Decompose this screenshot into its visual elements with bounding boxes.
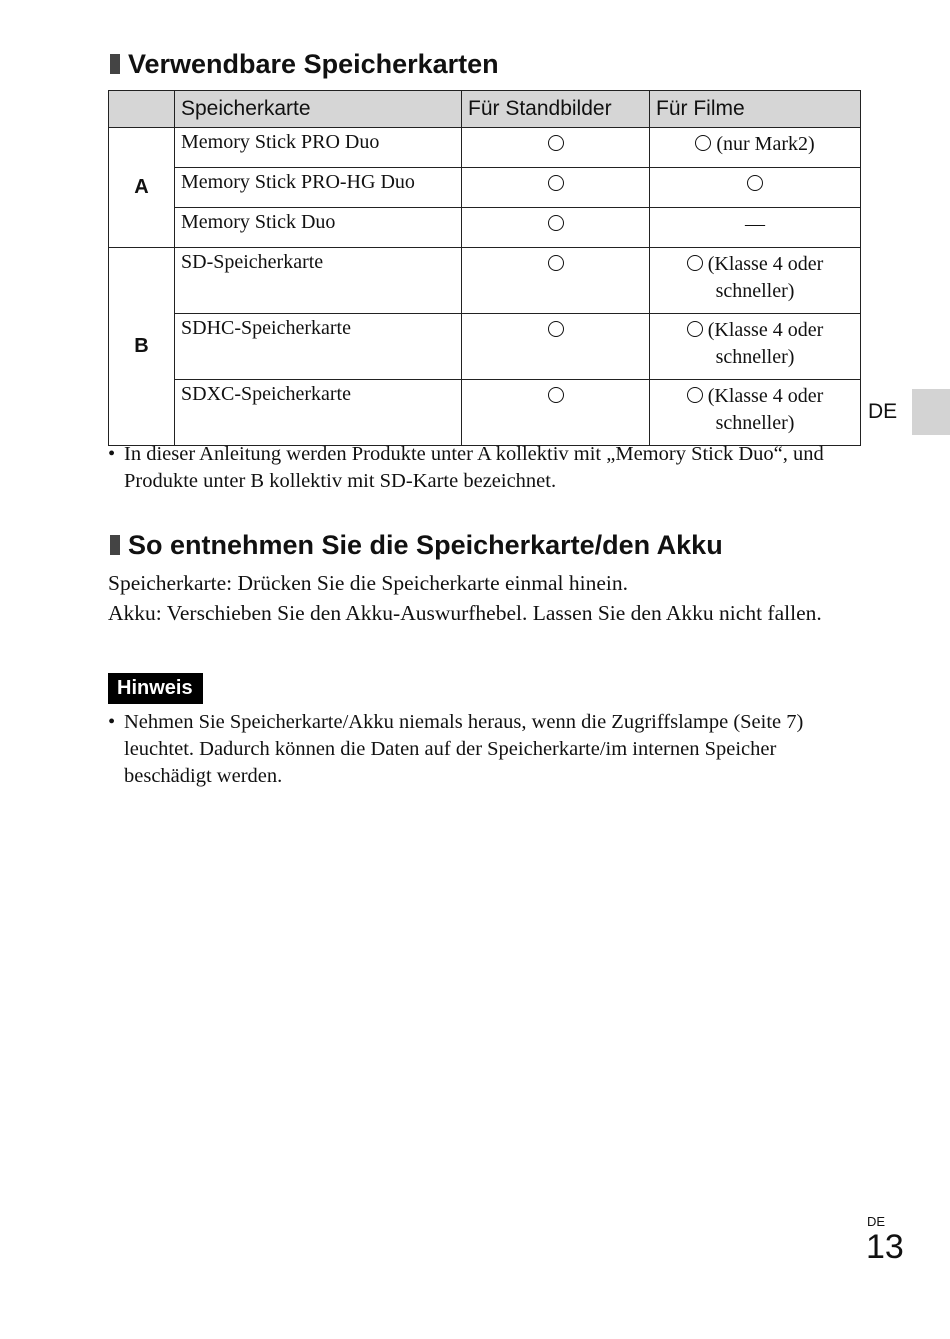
stills-support <box>462 208 650 248</box>
heading-marker-icon <box>110 535 120 555</box>
bullet-dot: • <box>108 711 116 733</box>
movies-support <box>650 128 861 168</box>
section-title: Verwendbare Speicherkarten <box>128 49 499 79</box>
stills-support <box>462 314 650 380</box>
table-row <box>109 248 861 314</box>
card-name: Memory Stick Duo <box>175 208 462 248</box>
note-collective-names <box>108 441 868 495</box>
table-row <box>109 380 861 446</box>
card-name: Memory Stick PRO Duo <box>175 128 462 168</box>
dash-mark: — <box>745 213 765 235</box>
stills-support <box>462 248 650 314</box>
card-name: Memory Stick PRO-HG Duo <box>175 168 462 208</box>
card-name: SD-Speicherkarte <box>175 248 462 314</box>
paragraph-battery: Akku: Verschieben Sie den Akku-Auswurfhebel. Lassen Sie den Akku nicht fallen. <box>108 601 822 625</box>
header-card: Speicherkarte <box>175 91 462 128</box>
movies-note: (Klasse 4 oder schneller) <box>707 385 824 434</box>
circle-mark-icon <box>687 255 703 271</box>
circle-mark-icon <box>548 387 564 403</box>
circle-mark-icon <box>747 175 763 191</box>
stills-support <box>462 128 650 168</box>
page-number: 13 <box>866 1228 904 1266</box>
note-text: Nehmen Sie Speicherkarte/Akku niemals heraus, wenn die Zugriffslampe (Seite 7) leuchtet. Dadurch können die Daten auf der Speicherkarte/im internen Speicher beschädigt werden. <box>124 711 804 787</box>
bullet-dot: • <box>108 443 116 465</box>
movies-note: (Klasse 4 oder schneller) <box>707 253 824 302</box>
movies-note: (nur Mark2) <box>716 133 815 155</box>
section-heading-memory-cards <box>108 48 499 80</box>
table-header-row <box>109 91 861 128</box>
movies-support <box>650 168 861 208</box>
heading-marker-icon <box>110 54 120 74</box>
group-label: B <box>109 248 175 446</box>
card-name: SDXC-Speicherkarte <box>175 380 462 446</box>
group-label: A <box>109 128 175 248</box>
table-row <box>109 208 861 248</box>
note-warning <box>108 709 868 790</box>
table-row <box>109 168 861 208</box>
circle-mark-icon <box>548 135 564 151</box>
card-name: SDHC-Speicherkarte <box>175 314 462 380</box>
table-row <box>109 128 861 168</box>
circle-mark-icon <box>548 255 564 271</box>
circle-mark-icon <box>548 215 564 231</box>
header-group <box>109 91 175 128</box>
stills-support <box>462 168 650 208</box>
movies-note: (Klasse 4 oder schneller) <box>707 319 824 368</box>
hinweis-label: Hinweis <box>108 673 203 704</box>
table-row <box>109 314 861 380</box>
footer-language: DE <box>867 1214 886 1229</box>
movies-support <box>650 380 861 446</box>
side-language-label: DE <box>868 400 898 423</box>
paragraph-memory-card: Speicherkarte: Drücken Sie die Speicherkarte einmal hinein. <box>108 571 628 595</box>
circle-mark-icon <box>687 321 703 337</box>
note-text: In dieser Anleitung werden Produkte unter A kollektiv mit „Memory Stick Duo“, und Produkte unter B kollektiv mit SD-Karte bezeichnet. <box>124 443 824 492</box>
movies-support <box>650 314 861 380</box>
circle-mark-icon <box>687 387 703 403</box>
circle-mark-icon <box>548 321 564 337</box>
movies-support <box>650 248 861 314</box>
movies-support <box>650 208 861 248</box>
language-side-tab <box>912 389 950 435</box>
section-heading-remove <box>108 529 723 561</box>
circle-mark-icon <box>548 175 564 191</box>
memory-card-table <box>108 90 861 446</box>
header-stills: Für Standbilder <box>462 91 650 128</box>
header-movies: Für Filme <box>650 91 861 128</box>
stills-support <box>462 380 650 446</box>
section-title: So entnehmen Sie die Speicherkarte/den Akku <box>128 530 723 560</box>
circle-mark-icon <box>695 135 711 151</box>
